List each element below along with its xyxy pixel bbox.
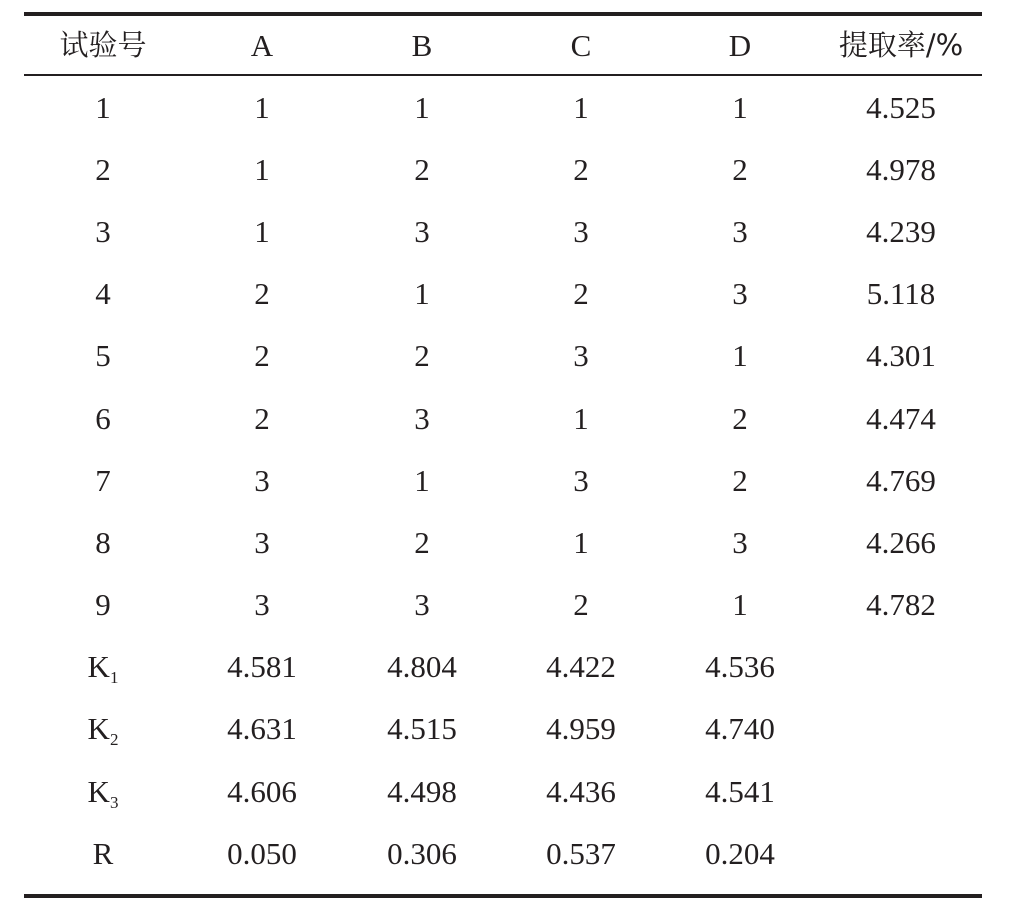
summary-a: 4.631 [227,711,297,747]
cell-c: 2 [573,276,589,312]
cell-trial: 5 [95,338,111,374]
results-table [24,16,982,74]
cell-rate: 5.118 [866,276,936,312]
table-row [24,387,982,449]
summary-b: 4.498 [387,773,457,809]
cell-trial: 2 [95,151,111,187]
summary-empty [820,760,982,822]
cell-d: 3 [732,276,748,312]
cell-trial: 9 [95,587,111,623]
cell-d: 3 [732,524,748,560]
cell-d: 2 [732,462,748,498]
cell-d: 2 [732,151,748,187]
cell-trial: 3 [95,213,111,249]
cell-c: 3 [573,213,589,249]
table-row [24,263,982,325]
cell-d: 2 [732,400,748,436]
table-row [24,511,982,573]
cell-a: 1 [254,89,270,125]
header-factor-b: B [411,27,433,63]
cell-d: 1 [732,338,748,374]
cell-a: 2 [254,338,270,374]
cell-a: 2 [254,276,270,312]
cell-b: 2 [414,338,430,374]
cell-c: 1 [573,89,589,125]
summary-label: $K_2$ [87,711,119,750]
cell-c: 3 [573,462,589,498]
header-row [24,16,982,74]
summary-a: 4.581 [227,649,297,685]
summary-row-r [24,822,982,884]
cell-trial: 6 [95,400,111,436]
table-row [24,138,982,200]
cell-a: 1 [254,213,270,249]
cell-b: 1 [414,89,430,125]
summary-d: 4.541 [705,773,775,809]
cell-rate: 4.239 [866,213,936,249]
cell-a: 1 [254,151,270,187]
cell-rate: 4.266 [866,524,936,560]
header-factor-d: D [728,27,752,63]
cell-a: 2 [254,400,270,436]
cell-d: 1 [732,89,748,125]
summary-label: $K_1$ [87,649,119,688]
table-row [24,449,982,511]
summary-a: 0.050 [227,835,297,871]
cell-a: 3 [254,524,270,560]
summary-row-k1 [24,636,982,698]
summary-row-k2 [24,698,982,760]
cell-trial: 8 [95,524,111,560]
orthogonal-test-table [24,12,982,898]
cell-d: 1 [732,587,748,623]
cell-c: 2 [573,151,589,187]
summary-label: R [92,835,114,871]
cell-d: 3 [732,213,748,249]
summary-c: 4.959 [546,711,616,747]
summary-d: 0.204 [705,835,775,871]
cell-rate: 4.782 [866,587,936,623]
table-row [24,574,982,636]
table-row [24,325,982,387]
summary-c: 4.436 [546,773,616,809]
cell-c: 3 [573,338,589,374]
cell-b: 1 [414,276,430,312]
cell-b: 3 [414,587,430,623]
cell-c: 1 [573,400,589,436]
cell-trial: 1 [95,89,111,125]
cell-c: 2 [573,587,589,623]
table-row [24,76,982,138]
cell-trial: 7 [95,462,111,498]
summary-label: $K_3$ [87,773,119,812]
summary-c: 4.422 [546,649,616,685]
cell-a: 3 [254,587,270,623]
summary-c: 0.537 [546,835,616,871]
cell-rate: 4.978 [866,151,936,187]
cell-b: 2 [414,151,430,187]
summary-row-k3 [24,760,982,822]
cell-a: 3 [254,462,270,498]
header-trial-no: 试验号 [59,27,147,62]
header-factor-a: A [250,27,274,63]
summary-b: 4.515 [387,711,457,747]
summary-empty [820,636,982,698]
summary-empty [820,822,982,884]
table-row [24,200,982,262]
cell-b: 3 [414,213,430,249]
cell-b: 1 [414,462,430,498]
cell-rate: 4.301 [866,338,936,374]
summary-d: 4.740 [705,711,775,747]
cell-trial: 4 [95,276,111,312]
bottom-rule [24,894,982,898]
cell-b: 3 [414,400,430,436]
summary-b: 0.306 [387,835,457,871]
summary-empty [820,698,982,760]
header-factor-c: C [570,27,592,63]
cell-b: 2 [414,524,430,560]
results-table-body [24,76,982,884]
cell-rate: 4.474 [866,400,936,436]
summary-a: 4.606 [227,773,297,809]
header-extraction-rate: 提取率/% [838,27,964,62]
cell-rate: 4.525 [866,89,936,125]
cell-rate: 4.769 [866,462,936,498]
summary-d: 4.536 [705,649,775,685]
cell-c: 1 [573,524,589,560]
summary-b: 4.804 [387,649,457,685]
